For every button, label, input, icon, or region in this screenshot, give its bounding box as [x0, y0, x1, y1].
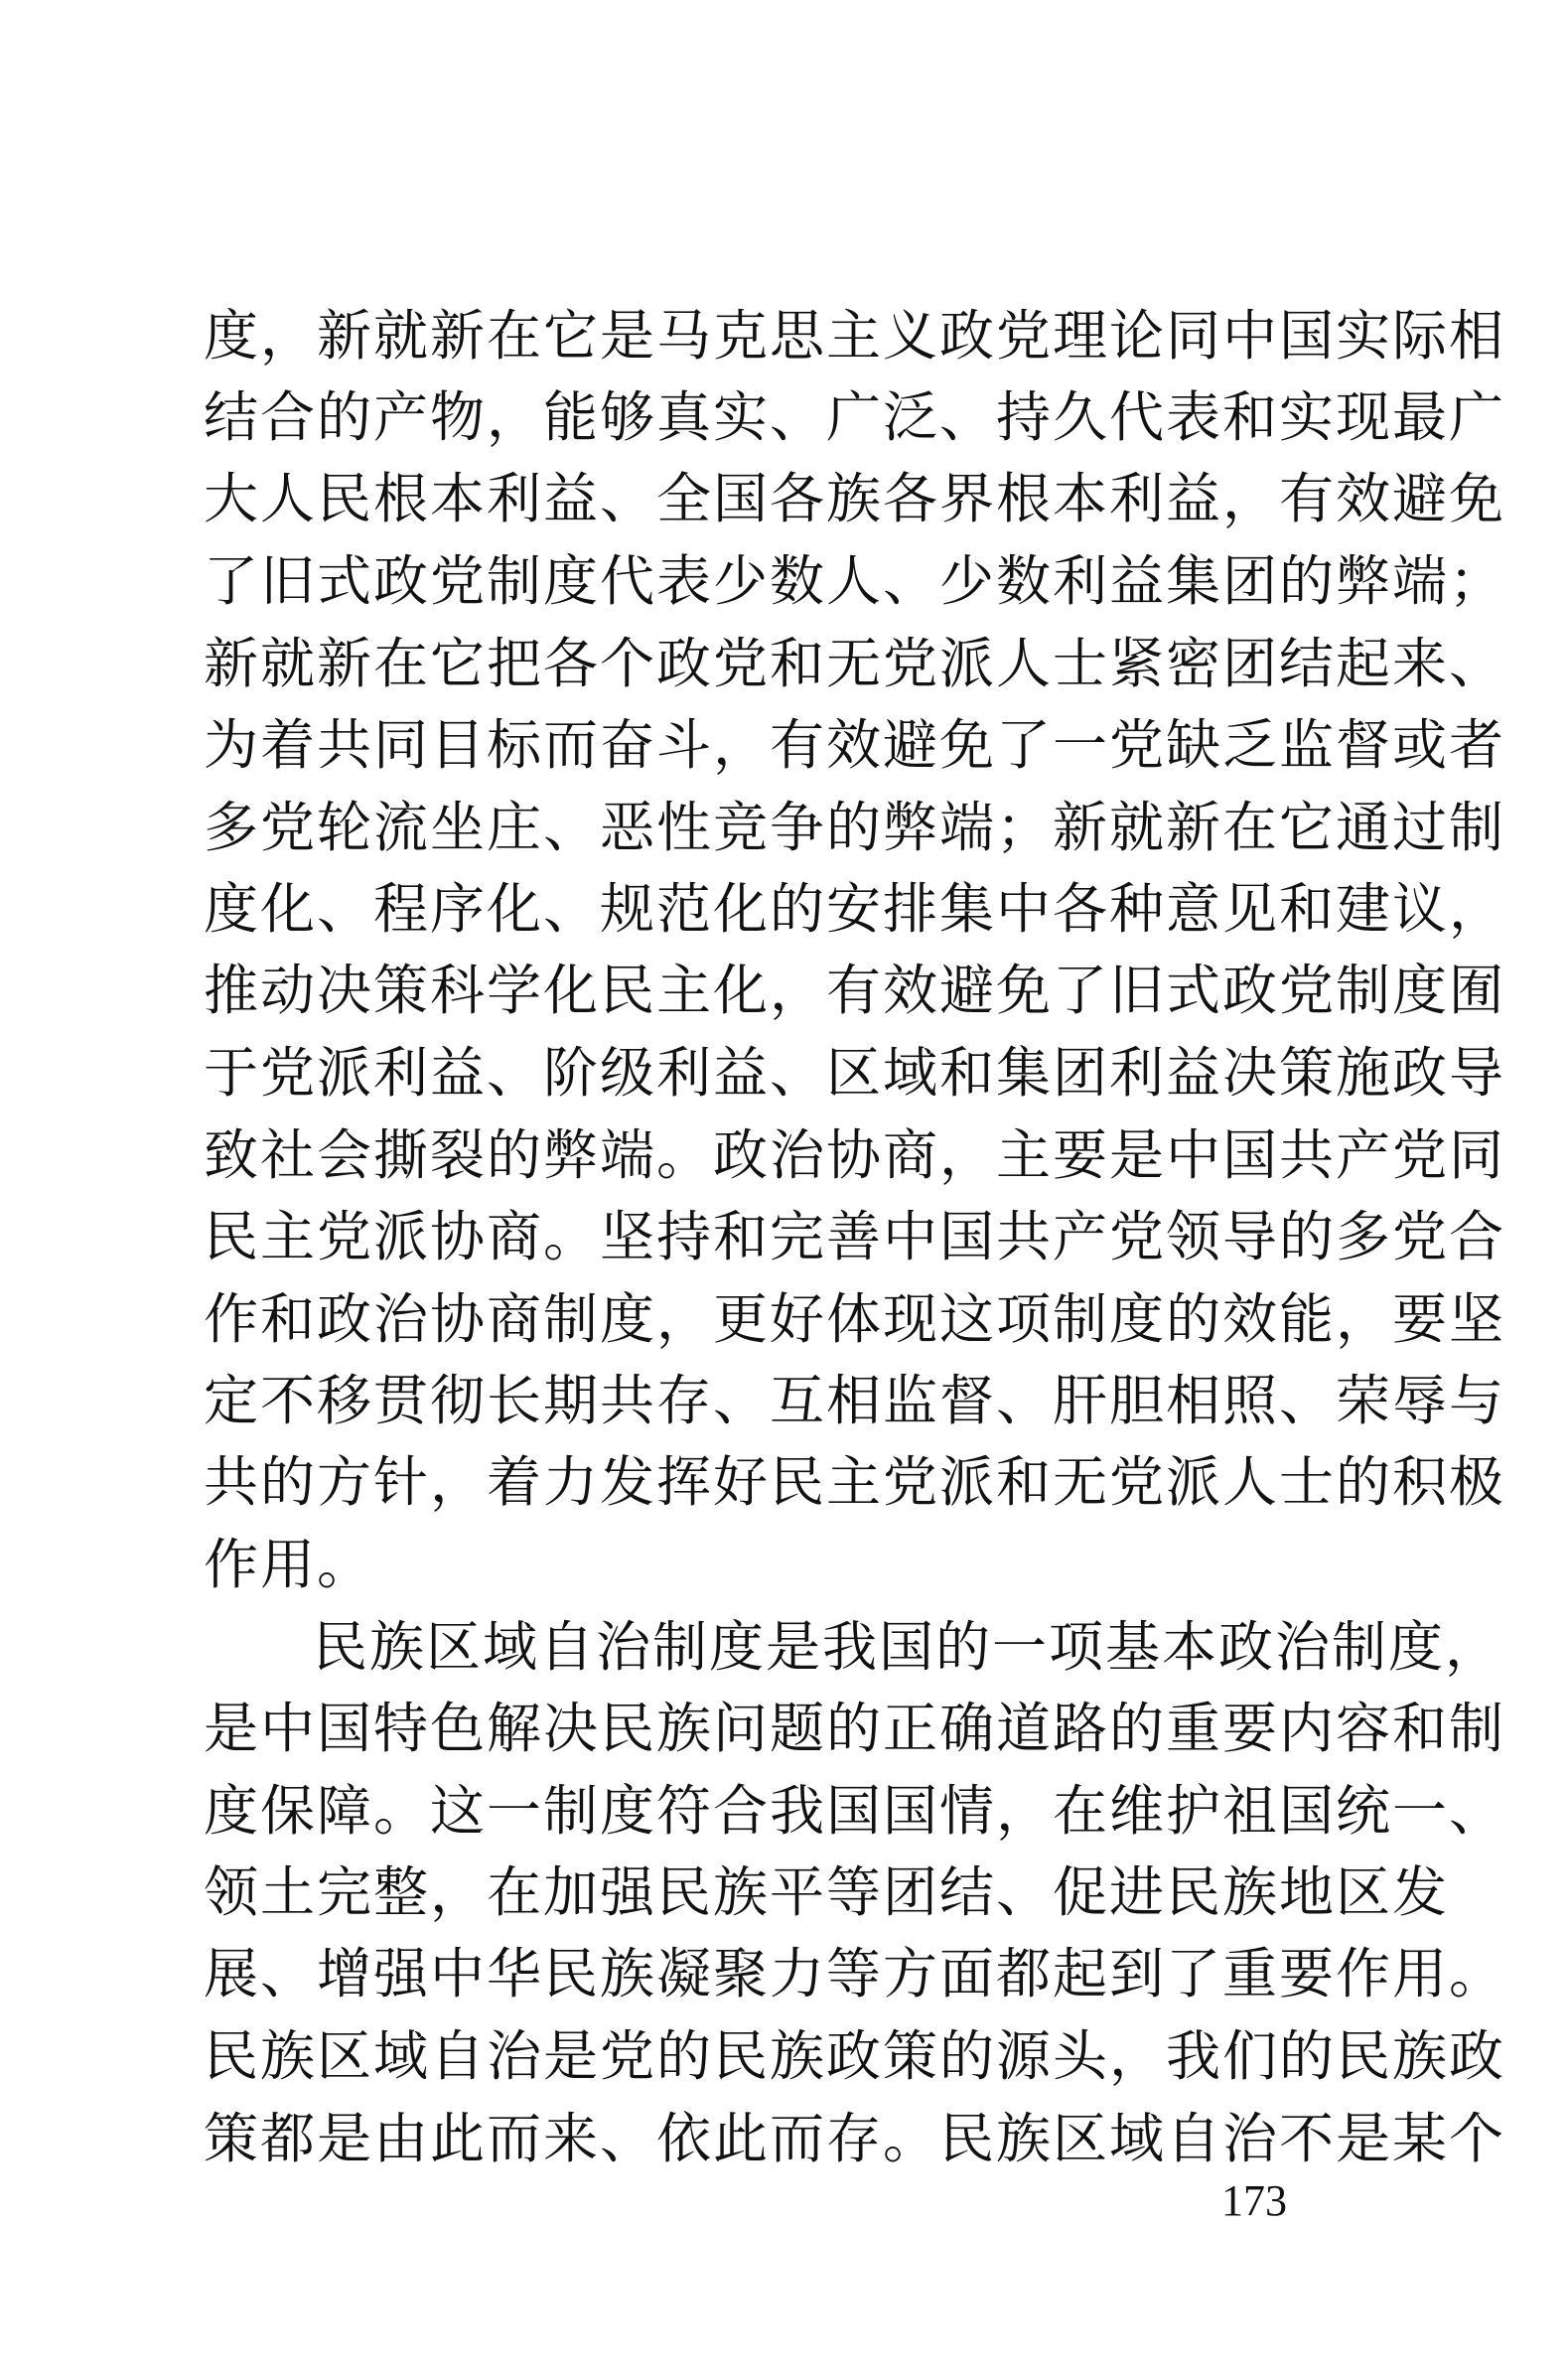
text-line: 度，新就新在它是马克思主义政党理论同中国实际相	[204, 304, 1506, 368]
text-line: 度化、程序化、规范化的安排集中各种意见和建议，	[204, 877, 1506, 941]
text-line: 定不移贯彻长期共存、互相监督、肝胆相照、荣辱与	[204, 1369, 1506, 1432]
text-line: 策都是由此而来、依此而存。民族区域自治不是某个	[204, 2107, 1506, 2170]
text-line: 致社会撕裂的弊端。政治协商，主要是中国共产党同	[204, 1123, 1506, 1187]
text-line: 展、增强中华民族凝聚力等方面都起到了重要作用。	[204, 1942, 1506, 2005]
text-line: 为着共同目标而奋斗，有效避免了一党缺乏监督或者	[204, 713, 1506, 777]
text-line: 推动决策科学化民主化，有效避免了旧式政党制度囿	[204, 959, 1506, 1022]
text-line: 作和政治协商制度，更好体现这项制度的效能，要坚	[204, 1287, 1506, 1351]
text-line: 多党轮流坐庄、恶性竞争的弊端；新就新在它通过制	[204, 796, 1506, 859]
text-line: 度保障。这一制度符合我国国情，在维护祖国统一、	[204, 1779, 1506, 1843]
text-line: 于党派利益、阶级利益、区域和集团利益决策施政导	[204, 1041, 1506, 1105]
text-line: 共的方针，着力发挥好民主党派和无党派人士的积极	[204, 1450, 1506, 1514]
text-line: 结合的产物，能够真实、广泛、持久代表和实现最广	[204, 385, 1506, 449]
text-line: 新就新在它把各个政党和无党派人士紧密团结起来、	[204, 632, 1506, 695]
text-line: 了旧式政党制度代表少数人、少数利益集团的弊端；	[204, 549, 1506, 613]
text-line: 作用。	[204, 1533, 374, 1596]
paragraph-first-line: 民族区域自治制度是我国的一项基本政治制度，	[313, 1615, 1502, 1679]
text-line: 民族区域自治是党的民族政策的源头，我们的民族政	[204, 2024, 1506, 2088]
text-line: 领土完整，在加强民族平等团结、促进民族地区发	[204, 1860, 1450, 1924]
page-number: 173	[1221, 2176, 1287, 2225]
text-line: 是中国特色解决民族问题的正确道路的重要内容和制	[204, 1697, 1506, 1760]
text-line: 大人民根本利益、全国各族各界根本利益，有效避免	[204, 467, 1506, 530]
text-line: 民主党派协商。坚持和完善中国共产党领导的多党合	[204, 1205, 1506, 1268]
